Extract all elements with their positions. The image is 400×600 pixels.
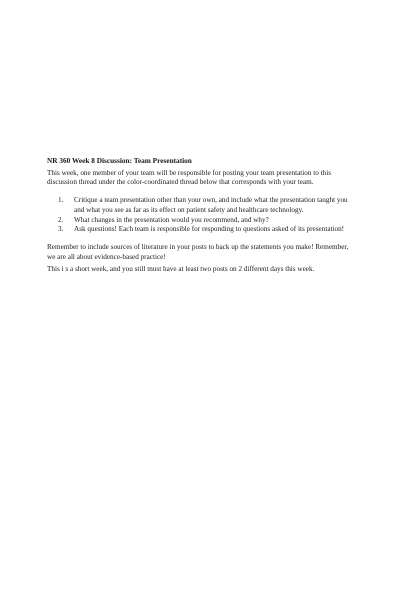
list-item-text: What changes in the presentation would you recommend, and why? <box>74 215 269 224</box>
instruction-list <box>47 196 357 235</box>
list-item-text: Ask questions! Each team is responsible for responding to questions asked of its presentation! <box>74 225 345 234</box>
list-item <box>47 196 357 215</box>
list-item-number: 2. <box>58 215 64 224</box>
list-item-number: 1. <box>58 196 64 205</box>
list-item <box>47 216 357 226</box>
list-item <box>47 225 357 235</box>
list-item-text: Critique a team presentation other than your own, and include what the presentation taught you and what you see as far as its effect on patient safety and healthcare technology. <box>74 196 348 214</box>
document-title: NR 360 Week 8 Discussion: Team Presentation <box>47 156 192 165</box>
document-body <box>47 156 357 283</box>
list-item-number: 3. <box>58 225 64 234</box>
intro-paragraph: This week, one member of your team will be responsible for posting your team presentation to this discussion thread under the color-coordinated thread below that corresponds with your team. <box>47 168 332 187</box>
closing-paragraph: This i s a short week, and you still must have at least two posts on 2 different days this week. <box>47 265 315 274</box>
reminder-paragraph: Remember to include sources of literature in your posts to back up the statements you make! Remember, we are all about evidence-based practice! <box>47 242 349 261</box>
